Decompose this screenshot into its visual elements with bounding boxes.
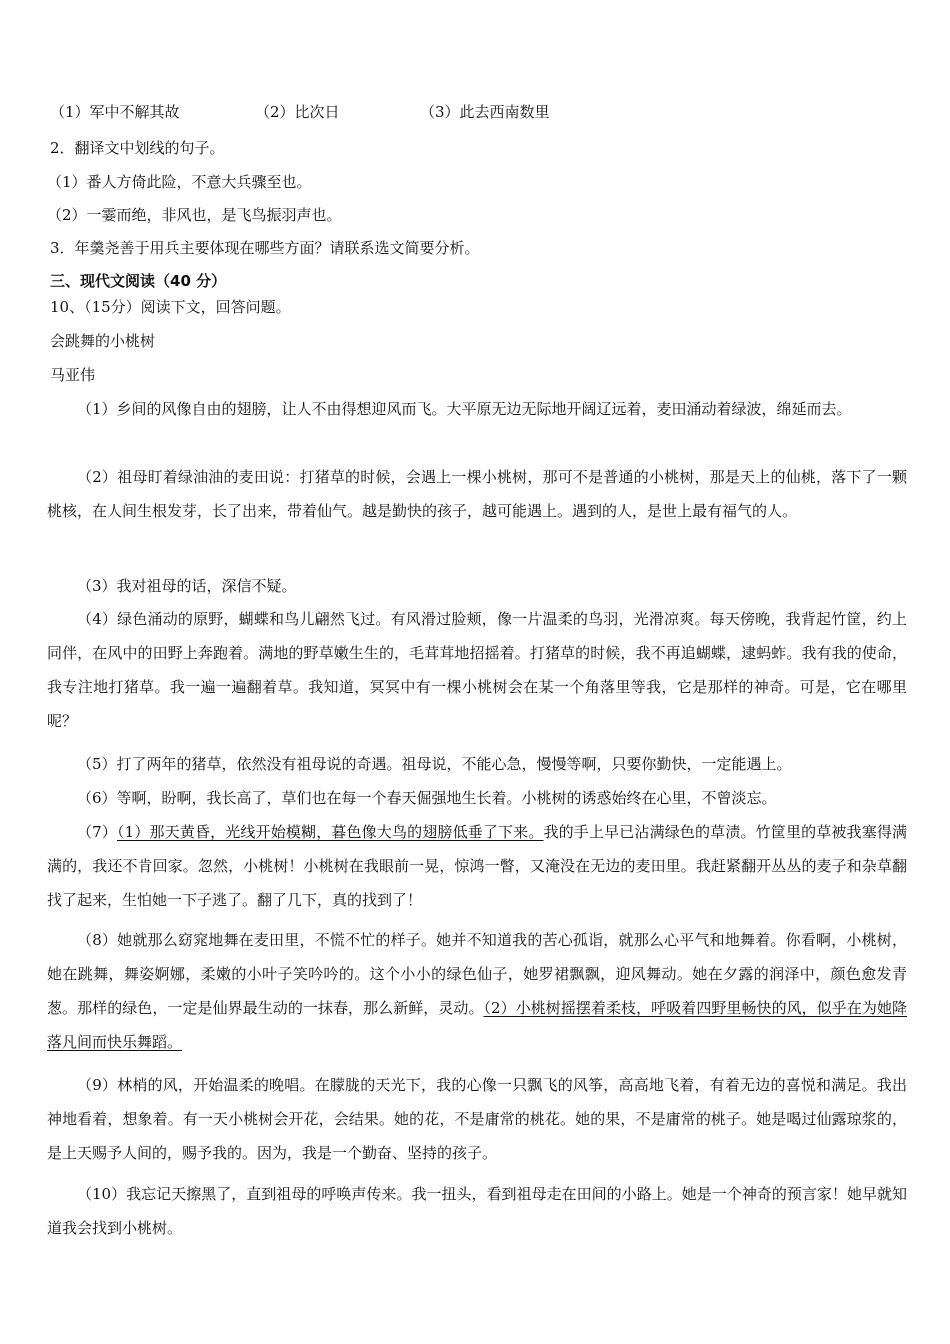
question-1-items: [50, 101, 750, 123]
article-title: 会跳舞的小桃树: [50, 332, 156, 350]
question-3-title: 3．年羹尧善于用兵主要体现在哪些方面？请联系选文简要分析。: [50, 239, 480, 257]
paragraph-2: （2）祖母盯着绿油油的麦田说：打猪草的时候，会遇上一棵小桃树，那可不是普通的小桃树，那是天上的仙桃，落下了一颗桃核，在人间生根发芽，长了出来，带着仙气。越是勤快的孩子，越可能遇上。遇到的人，是世上最有福气的人。: [47, 468, 907, 520]
paragraph-8-text: （8）她就那么窈窕地舞在麦田里，不慌不忙的样子。她并不知道我的苦心孤诣，就那么心平气和地舞着。你看啊，小桃树，她在跳舞，舞姿婀娜，柔嫩的小叶子笑吟吟的。这个小小的绿色仙子，她罗裙飘飘，迎风舞动。她在夕露的润泽中，颜色愈发青葱。那样的绿色，一定是仙界最生动的一抹春，那么新鲜，灵动。: [47, 931, 907, 1017]
paragraph-1: （1）乡间的风像自由的翅膀，让人不由得想迎风而飞。大平原无边无际地开阔辽远着，麦田涌动着绿波，绵延而去。: [77, 400, 852, 418]
paragraph-8: [47, 923, 907, 1059]
paragraph-9: （9）林梢的风，开始温柔的晚唱。在朦胧的天光下，我的心像一只飘飞的风筝，高高地飞着，有着无边的喜悦和满足。我出神地看着，想象着。有一天小桃树会开花，会结果。她的花，不是庸常的桃花。她的果，不是庸常的桃子。她是喝过仙露琼浆的，是上天赐予人间的，赐予我的。因为，我是一个勤奋、坚持的孩子。: [47, 1076, 907, 1162]
paragraph-6: （6）等啊，盼啊，我长高了，草们也在每一个春天倔强地生长着。小桃树的诱惑始终在心里，不曾淡忘。: [77, 789, 777, 807]
paragraph-10: （10）我忘记天擦黑了，直到祖母的呼唤声传来。我一扭头，看到祖母走在田间的小路上。她是一个神奇的预言家！她早就知道我会找到小桃树。: [47, 1185, 907, 1237]
section-question: 10、（15分）阅读下文，回答问题。: [50, 298, 291, 316]
paragraph-3: （3）我对祖母的话，深信不疑。: [77, 577, 297, 595]
paragraph-4: （4）绿色涌动的原野，蝴蝶和鸟儿翩然飞过。有风滑过脸颊，像一片温柔的鸟羽，光滑凉爽。每天傍晚，我背起竹筐，约上同伴，在风中的田野上奔跑着。满地的野草嫩生生的，毛茸茸地招摇着。打猪草的时候，我不再追蝴蝶，逮蚂蚱。我有我的使命，我专注地打猪草。我一遍一遍翻着草。我知道，冥冥中有一棵小桃树会在某一个角落里等我，它是那样的神奇。可是，它在哪里呢？: [47, 610, 907, 730]
underlined-sentence-1: （1）那天黄昏，光线开始模糊，暮色像大鸟的翅膀低垂了下来。: [117, 823, 544, 841]
q1-item-3: （3）此去西南数里: [420, 103, 550, 121]
question-2-item-2: （2）一霎而绝，非风也，是飞鸟振羽声也。: [47, 206, 342, 224]
question-2-item-1: （1）番人方倚此险，不意大兵骤至也。: [47, 173, 312, 191]
paragraph-7: [47, 815, 907, 917]
underlined-sentence-2: （2）小桃树摇摆着柔枝，呼吸着四野里畅快的风，似乎在为她降落凡间而快乐舞蹈。: [47, 999, 907, 1051]
paragraph-7-number: （7）: [77, 823, 118, 841]
article-author: 马亚伟: [50, 366, 96, 384]
paragraph-7-rest: 我的手上早已沾满绿色的草渍。竹筐里的草被我塞得满满的，我还不肯回家。忽然，小桃树！小桃树在我眼前一晃，惊鸿一瞥，又淹没在无边的麦田里。我赶紧翻开丛丛的麦子和杂草翻找了起来，生怕她一下子逃了。翻了几下，真的找到了！: [47, 823, 908, 909]
q1-item-2: （2）比次日: [255, 103, 340, 121]
paragraph-5: （5）打了两年的猪草，依然没有祖母说的奇遇。祖母说，不能心急，慢慢等啊，只要你勤快，一定能遇上。: [77, 755, 792, 773]
q1-item-1: （1）军中不解其故: [50, 103, 180, 121]
section-heading: 三、现代文阅读（40 分）: [50, 272, 227, 290]
question-2-title: 2．翻译文中划线的句子。: [50, 139, 225, 157]
